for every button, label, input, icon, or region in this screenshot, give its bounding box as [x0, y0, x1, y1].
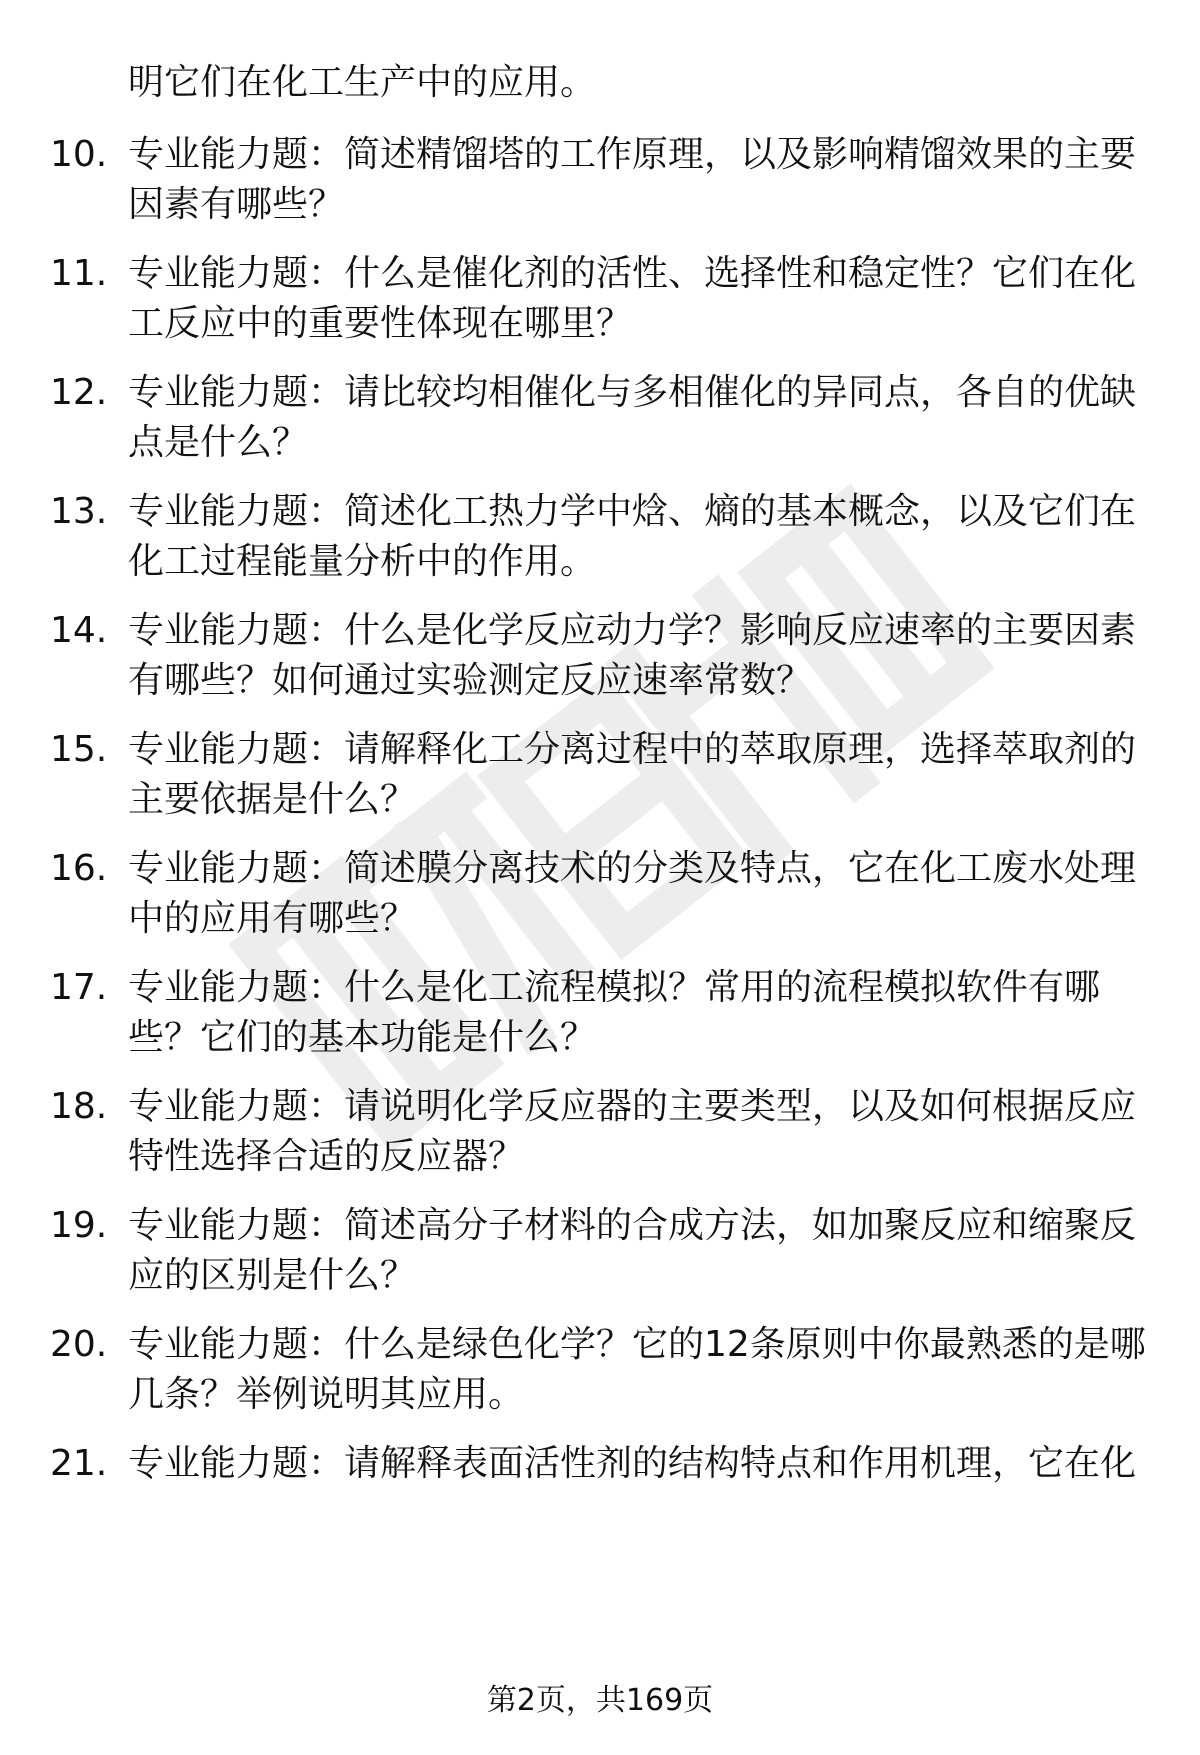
question-line: 点是什么？ — [128, 422, 309, 463]
question-line: 些？它们的基本功能是什么？ — [128, 1017, 597, 1058]
question-text — [128, 606, 1140, 706]
question-line: 专业能力题：请解释化工分离过程中的萃取原理，选择萃取剂的 — [128, 729, 1137, 770]
question-line: 专业能力题：简述精馏塔的工作原理，以及影响精馏效果的主要 — [128, 134, 1137, 175]
page-footer: 第2页，共169页 — [486, 1683, 714, 1718]
question-item-16 — [0, 844, 1200, 954]
question-number: 12. — [50, 372, 108, 413]
question-line: 有哪些？如何通过实验测定反应速率常数？ — [128, 660, 813, 701]
question-item-20 — [0, 1320, 1200, 1430]
question-line: 专业能力题：什么是化工流程模拟？常用的流程模拟软件有哪 — [128, 967, 1101, 1008]
question-number: 21. — [50, 1443, 108, 1484]
question-item-10 — [0, 130, 1200, 240]
question-text — [128, 368, 1140, 468]
question-line: 中的应用有哪些？ — [128, 898, 417, 939]
question-item-18 — [0, 1082, 1200, 1192]
question-text — [128, 1201, 1140, 1301]
question-number: 19. — [50, 1205, 108, 1246]
question-line: 工反应中的重要性体现在哪里？ — [128, 303, 633, 344]
question-item-17 — [0, 963, 1200, 1073]
question-number: 14. — [50, 610, 108, 651]
question-text — [128, 963, 1140, 1063]
question-item-11 — [0, 249, 1200, 359]
question-text — [128, 725, 1140, 825]
question-text — [128, 1320, 1146, 1420]
continuation-line: 明它们在化工生产中的应用。 — [128, 62, 597, 103]
question-number: 18. — [50, 1086, 108, 1127]
question-text — [128, 249, 1140, 349]
question-line: 因素有哪些？ — [128, 184, 345, 225]
question-item-13 — [0, 487, 1200, 597]
question-line: 化工过程能量分析中的作用。 — [128, 541, 597, 582]
question-line: 专业能力题：请说明化学反应器的主要类型，以及如何根据反应 — [128, 1086, 1137, 1127]
question-text — [128, 1439, 1140, 1489]
question-item-15 — [0, 725, 1200, 835]
question-item-12 — [0, 368, 1200, 478]
question-text — [128, 130, 1140, 230]
question-line: 专业能力题：简述高分子材料的合成方法，如加聚反应和缩聚反 — [128, 1205, 1137, 1246]
question-number: 10. — [50, 134, 108, 175]
question-line: 几条？举例说明其应用。 — [128, 1374, 525, 1415]
question-text — [128, 1082, 1140, 1182]
question-line: 专业能力题：什么是化学反应动力学？影响反应速率的主要因素 — [128, 610, 1137, 651]
question-item-19 — [0, 1201, 1200, 1311]
question-text — [128, 844, 1140, 944]
question-number: 17. — [50, 967, 108, 1008]
question-number: 13. — [50, 491, 108, 532]
question-number: 11. — [50, 253, 108, 294]
question-line: 专业能力题：简述膜分离技术的分类及特点，它在化工废水处理 — [128, 848, 1137, 889]
question-number: 16. — [50, 848, 108, 889]
question-item-21 — [0, 1439, 1200, 1499]
question-line: 主要依据是什么？ — [128, 779, 417, 820]
question-line: 特性选择合适的反应器？ — [128, 1136, 525, 1177]
question-line: 专业能力题：什么是绿色化学？它的12条原则中你最熟悉的是哪 — [128, 1324, 1146, 1365]
question-text — [128, 487, 1140, 587]
question-line: 专业能力题：简述化工热力学中焓、熵的基本概念，以及它们在 — [128, 491, 1137, 532]
question-item-14 — [0, 606, 1200, 716]
question-line: 专业能力题：请比较均相催化与多相催化的异同点，各自的优缺 — [128, 372, 1137, 413]
question-number: 20. — [50, 1324, 108, 1365]
question-line: 应的区别是什么？ — [128, 1255, 417, 1296]
question-line: 专业能力题：什么是催化剂的活性、选择性和稳定性？它们在化 — [128, 253, 1137, 294]
question-number: 15. — [50, 729, 108, 770]
question-line: 专业能力题：请解释表面活性剂的结构特点和作用机理，它在化 — [128, 1443, 1137, 1484]
